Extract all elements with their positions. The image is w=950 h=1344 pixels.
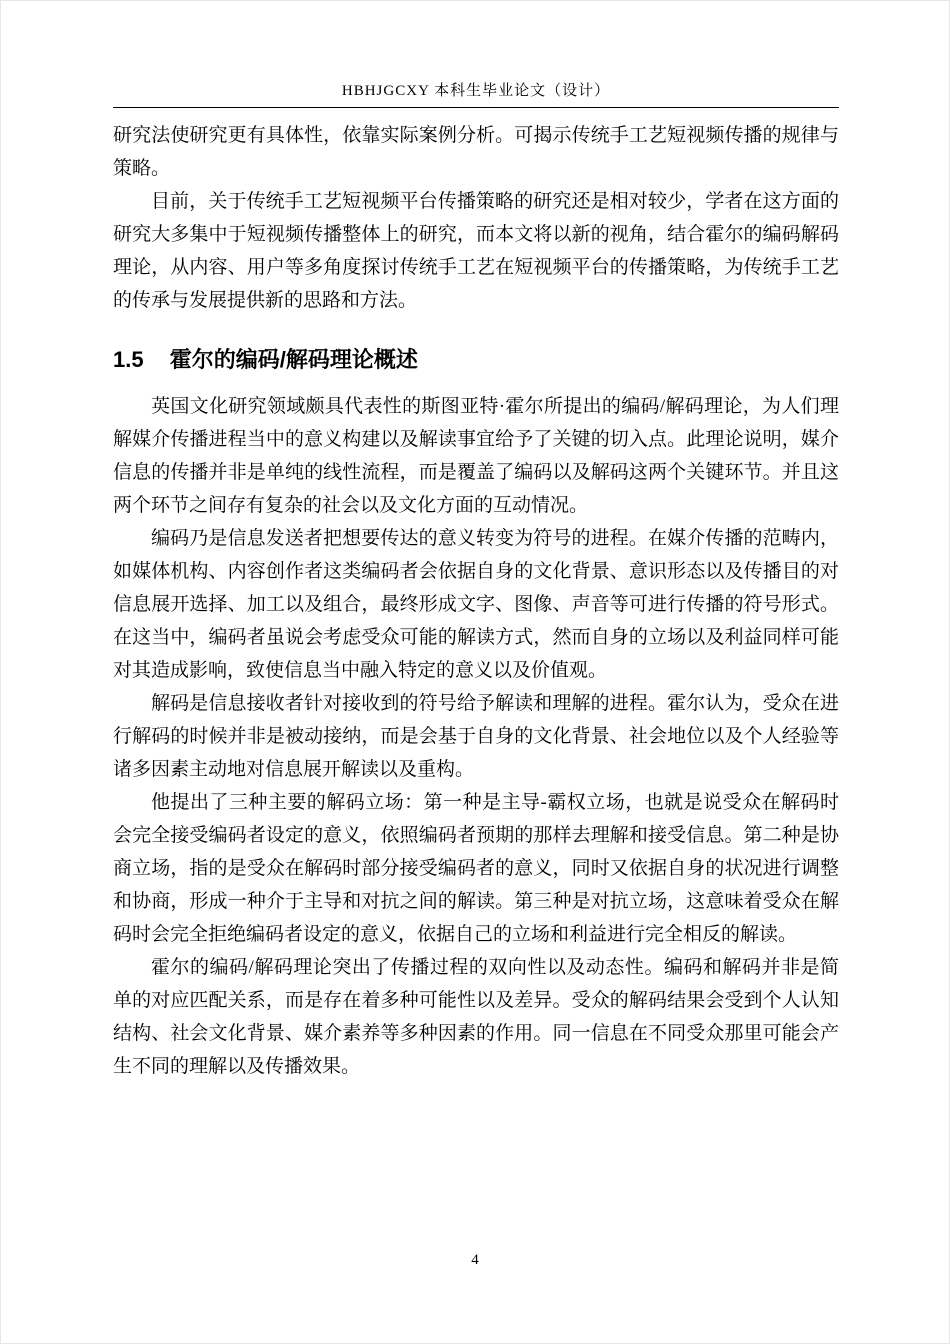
- section-title: 霍尔的编码/解码理论概述: [169, 347, 418, 372]
- paragraph-continuation: 研究法使研究更有具体性，依靠实际案例分析。可揭示传统手工艺短视频传播的规律与策略。: [113, 125, 839, 179]
- section-number: 1.5: [113, 347, 144, 372]
- document-content: [113, 119, 839, 1083]
- paragraph: 英国文化研究领域颇具代表性的斯图亚特·霍尔所提出的编码/解码理论，为人们理解媒介传播进程当中的意义构建以及解读事宜给予了关键的切入点。此理论说明，媒介信息的传播并非是单纯的线性流程，而是覆盖了编码以及解码这两个关键环节。并且这两个环节之间存有复杂的社会以及文化方面的互动情况。: [113, 396, 839, 516]
- paragraph: 霍尔的编码/解码理论突出了传播过程的双向性以及动态性。编码和解码并非是简单的对应匹配关系，而是存在着多种可能性以及差异。受众的解码结果会受到个人认知结构、社会文化背景、媒介素养等多种因素的作用。同一信息在不同受众那里可能会产生不同的理解以及传播效果。: [113, 957, 839, 1077]
- page-header: [113, 79, 839, 108]
- paragraph: 他提出了三种主要的解码立场：第一种是主导-霸权立场，也就是说受众在解码时会完全接受编码者设定的意义，依照编码者预期的那样去理解和接受信息。第二种是协商立场，指的是受众在解码时部分接受编码者的意义，同时又依据自身的状况进行调整和协商，形成一种介于主导和对抗之间的解读。第三种是对抗立场，这意味着受众在解码时会完全拒绝编码者设定的意义，依据自己的立场和利益进行完全相反的解读。: [113, 792, 839, 945]
- paragraph: 解码是信息接收者针对接收到的符号给予解读和理解的进程。霍尔认为，受众在进行解码的时候并非是被动接纳，而是会基于自身的文化背景、社会地位以及个人经验等诸多因素主动地对信息展开解读以及重构。: [113, 693, 839, 780]
- header-title: HBHJGCXY 本科生毕业论文（设计）: [341, 83, 611, 99]
- page-footer: [1, 1252, 949, 1269]
- paragraph: 目前，关于传统手工艺短视频平台传播策略的研究还是相对较少，学者在这方面的研究大多集中于短视频传播整体上的研究，而本文将以新的视角，结合霍尔的编码解码理论，从内容、用户等多角度探讨传统手工艺在短视频平台的传播策略，为传统手工艺的传承与发展提供新的思路和方法。: [113, 191, 839, 311]
- section-heading: [113, 345, 839, 375]
- paragraph: 编码乃是信息发送者把想要传达的意义转变为符号的进程。在媒介传播的范畴内，如媒体机构、内容创作者这类编码者会依据自身的文化背景、意识形态以及传播目的对信息展开选择、加工以及组合，最终形成文字、图像、声音等可进行传播的符号形式。在这当中，编码者虽说会考虑受众可能的解读方式，然而自身的立场以及利益同样可能对其造成影响，致使信息当中融入特定的意义以及价值观。: [113, 528, 839, 681]
- page-number: 4: [471, 1252, 479, 1268]
